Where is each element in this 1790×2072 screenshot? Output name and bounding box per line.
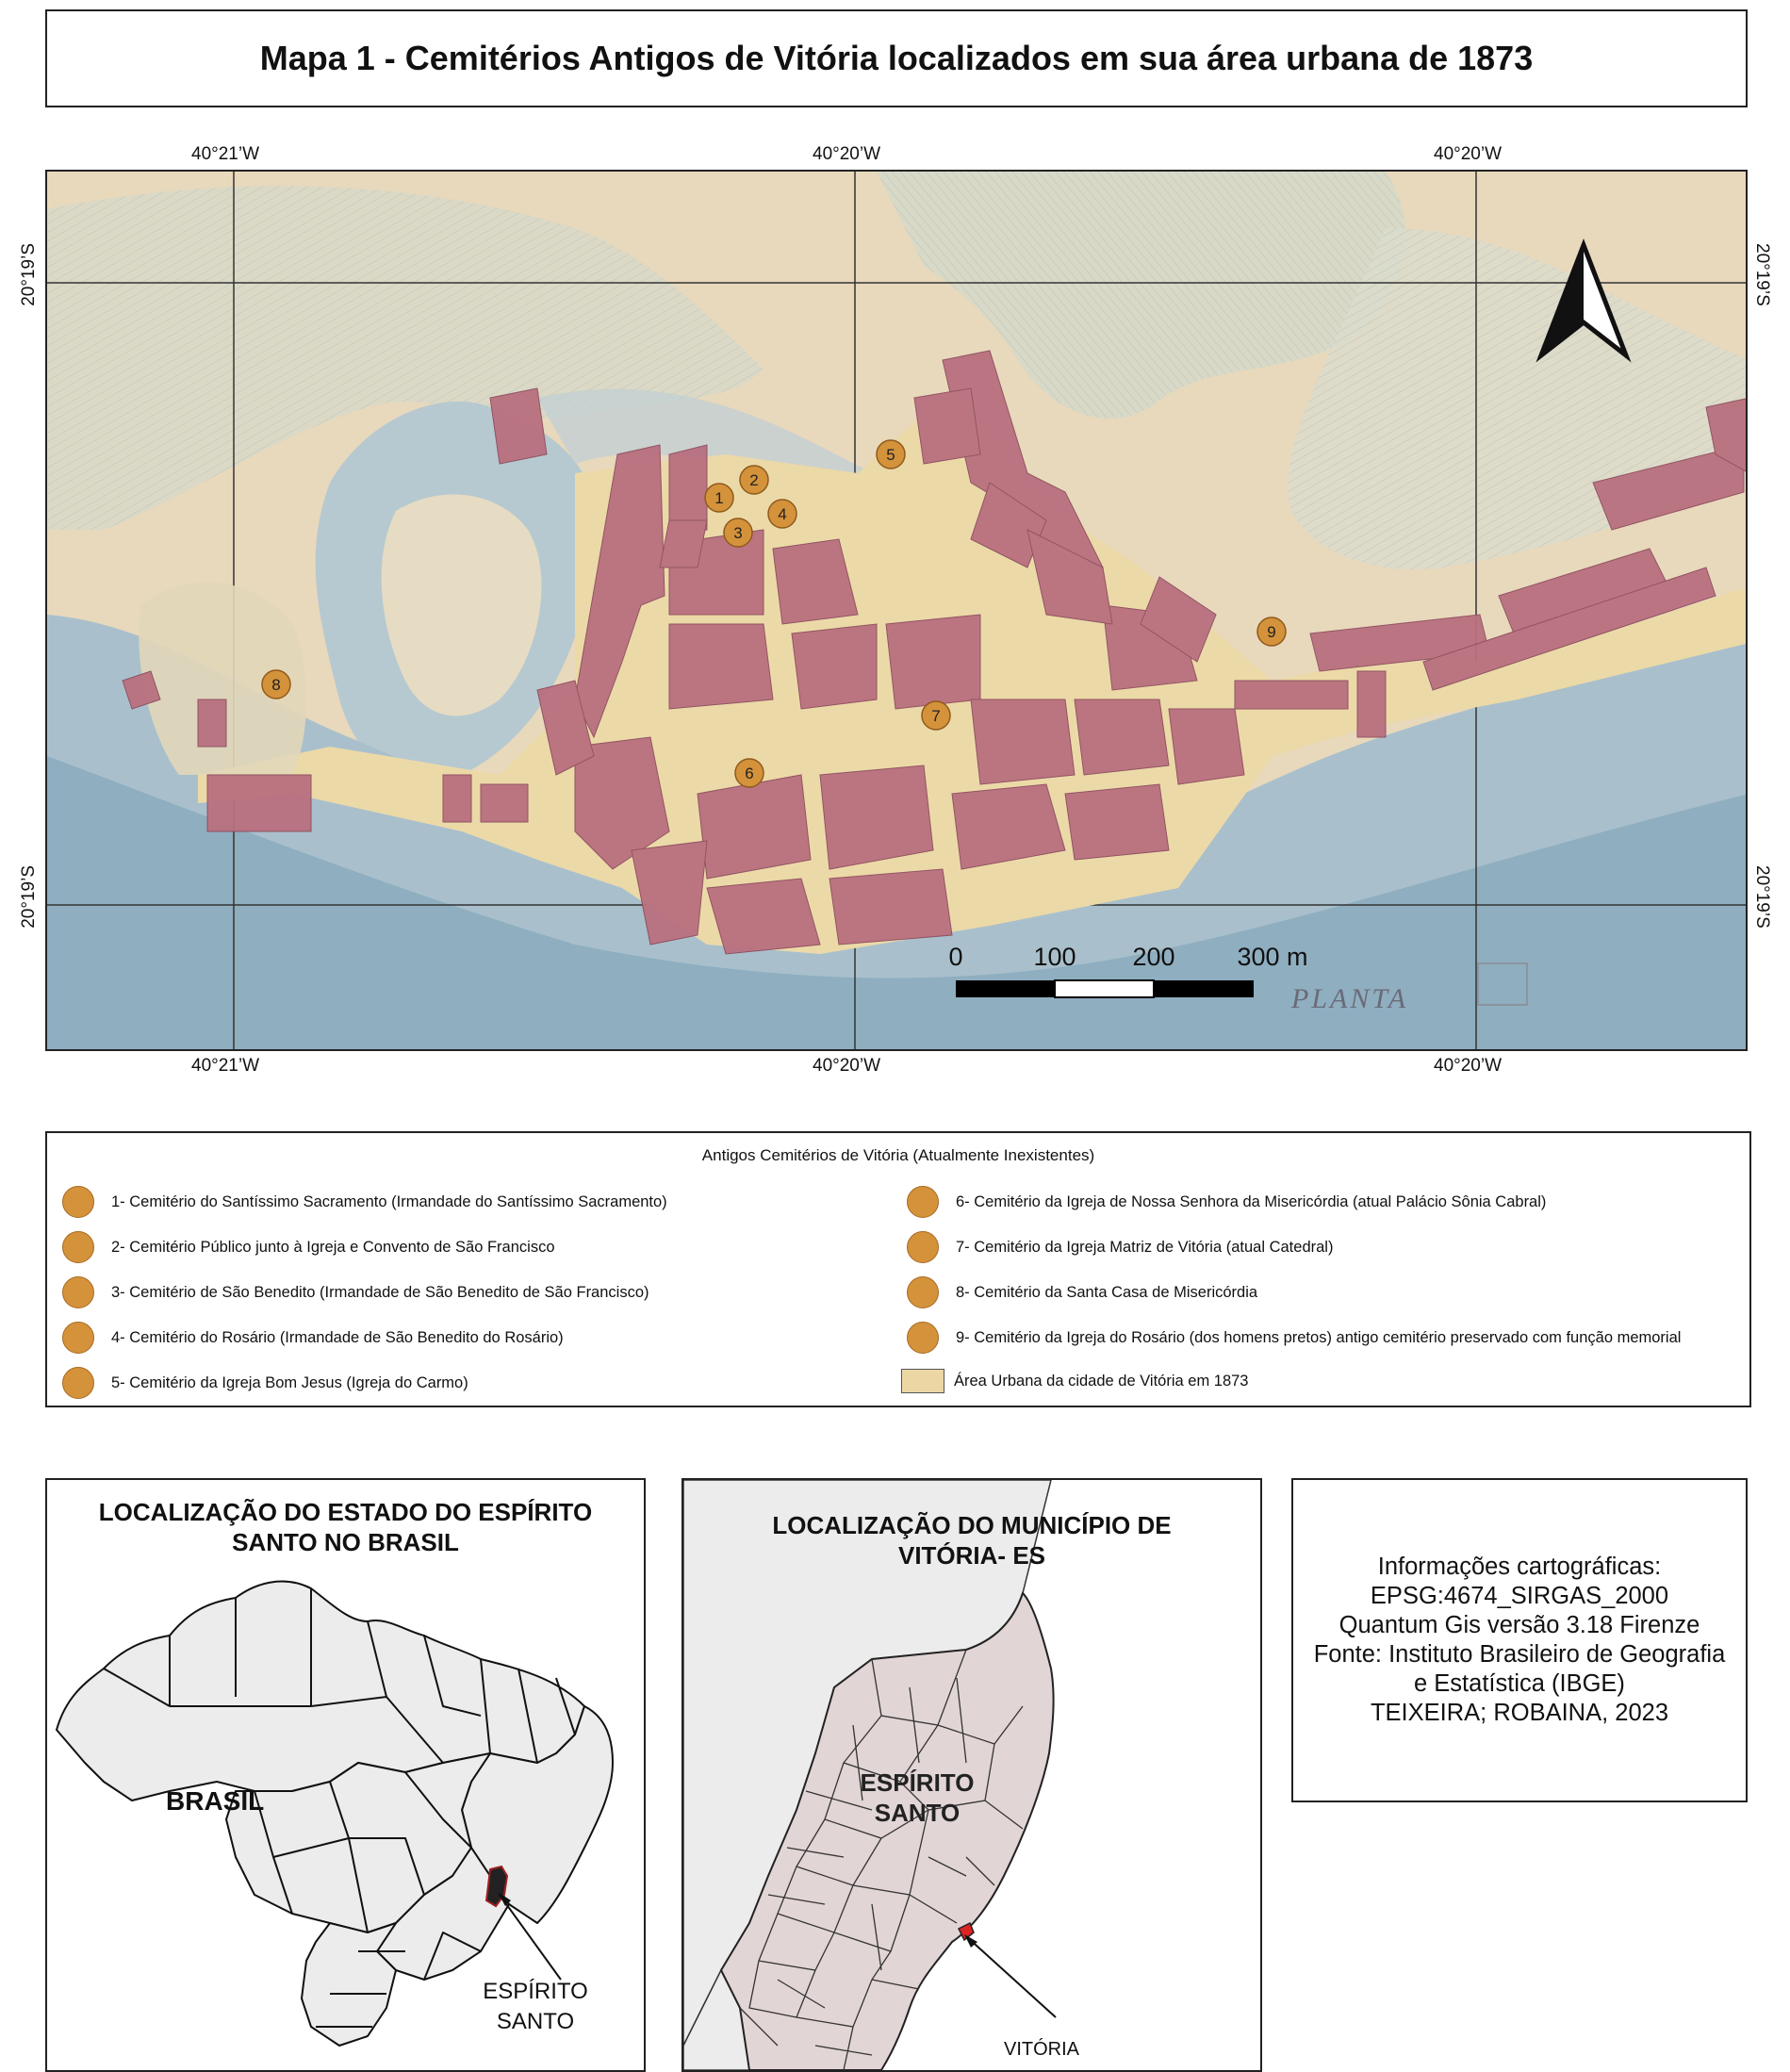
legend-item-2	[62, 1231, 555, 1263]
scale-label-100: 100	[1033, 943, 1076, 971]
cemetery-marker-symbol	[62, 1231, 94, 1263]
legend-item-5-label: 5- Cemitério da Igreja Bom Jesus (Igreja do Carmo)	[111, 1373, 468, 1391]
info-line-5: e Estatística (IBGE)	[1414, 1670, 1625, 1697]
cemetery-marker-5[interactable]	[877, 440, 905, 469]
inset-brazil-title-line-1: LOCALIZAÇÃO DO ESTADO DO ESPÍRITO	[98, 1498, 593, 1526]
grid-label-bottom-3: 40°20’W	[1434, 1056, 1503, 1076]
cemetery-marker-8[interactable]	[262, 670, 290, 699]
es-state-label-1: ESPÍRITO	[860, 1768, 975, 1797]
inset-es-title-line-2: VITÓRIA- ES	[897, 1541, 1045, 1570]
svg-text:8: 8	[271, 676, 281, 694]
brazil-map	[47, 1480, 644, 2070]
legend-item-1	[62, 1186, 667, 1218]
cemetery-marker-1[interactable]	[705, 484, 733, 512]
cemetery-marker-symbol	[907, 1231, 939, 1263]
legend-item-9-label: 9- Cemitério da Igreja do Rosário (dos homens pretos) antigo cemitério preservado com função memorial	[956, 1328, 1682, 1346]
legend-urban-area-label: Área Urbana da cidade de Vitória em 1873	[954, 1372, 1249, 1390]
info-line-1: Informações cartográficas:	[1377, 1554, 1662, 1580]
legend-item-5	[62, 1367, 468, 1399]
vitoria-label: VITÓRIA	[1003, 2039, 1080, 2060]
info-line-3: Quantum Gis versão 3.18 Firenze	[1338, 1612, 1700, 1638]
legend-item-7-label: 7- Cemitério da Igreja Matriz de Vitória (atual Catedral)	[956, 1238, 1334, 1256]
grid-label-bottom-2: 40°20’W	[813, 1056, 881, 1076]
cartographic-info-text	[1314, 1553, 1726, 1728]
cemetery-marker-symbol	[62, 1367, 94, 1399]
legend-item-4-label: 4- Cemitério do Rosário (Irmandade de São Benedito do Rosário)	[111, 1328, 564, 1346]
inset-es-title	[683, 1510, 1260, 1570]
grid-label-top-1: 40°21’W	[191, 144, 260, 164]
cemetery-marker-9[interactable]	[1257, 617, 1286, 646]
cemetery-marker-symbol	[62, 1186, 94, 1218]
map-title-box	[45, 9, 1748, 107]
cemetery-marker-2[interactable]	[740, 466, 768, 494]
legend-item-urban-area	[901, 1369, 1249, 1393]
urban-area-symbol	[901, 1369, 944, 1393]
svg-text:9: 9	[1267, 623, 1276, 641]
cemetery-marker-symbol	[907, 1276, 939, 1308]
vitoria-pointer-line	[966, 1936, 1056, 2017]
cemetery-marker-symbol	[907, 1322, 939, 1354]
legend-title: Antigos Cemitérios de Vitória (Atualmente Inexistentes)	[701, 1146, 1095, 1164]
cartographic-info-box	[1291, 1478, 1748, 1802]
legend-box	[45, 1131, 1751, 1407]
svg-text:1: 1	[714, 489, 724, 507]
legend-item-9	[907, 1322, 1681, 1354]
info-line-4: Fonte: Instituto Brasileiro de Geografia	[1313, 1641, 1726, 1668]
svg-text:6: 6	[745, 765, 754, 782]
grid-label-top-2: 40°20’W	[813, 144, 881, 164]
planta-text: PLANTA	[1291, 983, 1409, 1014]
legend-item-2-label: 2- Cemitério Público junto à Igreja e Convento de São Francisco	[111, 1238, 555, 1256]
cemetery-marker-symbol	[907, 1186, 939, 1218]
legend-item-1-label: 1- Cemitério do Santíssimo Sacramento (Irmandade do Santíssimo Sacramento)	[111, 1192, 667, 1210]
grid-label-left-1: 20°19’S	[19, 243, 39, 306]
info-line-2: EPSG:4674_SIRGAS_2000	[1370, 1583, 1669, 1609]
legend-item-4	[62, 1322, 564, 1354]
scale-label-200: 200	[1132, 943, 1175, 971]
cemetery-marker-6[interactable]	[735, 759, 764, 787]
inset-brazil-title-line-2: SANTO NO BRASIL	[232, 1528, 459, 1556]
grid-label-top-3: 40°20’W	[1434, 144, 1503, 164]
inset-espirito-santo	[682, 1478, 1262, 2072]
svg-text:5: 5	[886, 446, 895, 464]
cemetery-marker-4[interactable]	[768, 500, 796, 528]
legend-item-6	[907, 1186, 1546, 1218]
svg-text:4: 4	[778, 505, 787, 523]
grid-label-right-2: 20°19’S	[1752, 865, 1772, 929]
map-title: Mapa 1 - Cemitérios Antigos de Vitória localizados em sua área urbana de 1873	[259, 39, 1534, 77]
legend-item-3-label: 3- Cemitério de São Benedito (Irmandade de São Benedito de São Francisco)	[111, 1283, 649, 1301]
legend-item-8	[907, 1276, 1257, 1308]
legend-item-7	[907, 1231, 1333, 1263]
svg-text:7: 7	[931, 707, 941, 725]
cemetery-marker-3[interactable]	[724, 518, 752, 547]
legend-item-6-label: 6- Cemitério da Igreja de Nossa Senhora da Misericórdia (atual Palácio Sônia Cabral)	[956, 1192, 1547, 1210]
svg-text:2: 2	[749, 471, 759, 489]
scale-label-0: 0	[948, 943, 963, 971]
cemetery-marker-symbol	[62, 1322, 94, 1354]
info-line-6: TEIXEIRA; ROBAINA, 2023	[1370, 1700, 1669, 1726]
es-pointer-label-1: ESPÍRITO	[483, 1979, 588, 2004]
legend-item-3	[62, 1276, 649, 1308]
grid-label-bottom-1: 40°21’W	[191, 1056, 260, 1076]
legend-item-8-label: 8- Cemitério da Santa Casa de Misericórdia	[956, 1283, 1258, 1301]
cemetery-marker-7[interactable]	[922, 701, 950, 730]
inset-es-title-line-1: LOCALIZAÇÃO DO MUNICÍPIO DE	[772, 1511, 1172, 1539]
svg-text:3: 3	[733, 524, 743, 542]
scale-label-300: 300 m	[1237, 943, 1308, 971]
historical-map-frame	[45, 170, 1748, 1051]
inset-brazil	[45, 1478, 646, 2072]
brazil-label: BRASIL	[166, 1786, 265, 1816]
cemetery-marker-symbol	[62, 1276, 94, 1308]
grid-label-left-2: 20°19’S	[19, 865, 39, 929]
es-state-label-2: SANTO	[874, 1799, 961, 1827]
grid-label-right-1: 20°19’S	[1752, 243, 1772, 306]
es-pointer-label-2: SANTO	[496, 2009, 575, 2034]
historical-map	[47, 172, 1748, 1051]
